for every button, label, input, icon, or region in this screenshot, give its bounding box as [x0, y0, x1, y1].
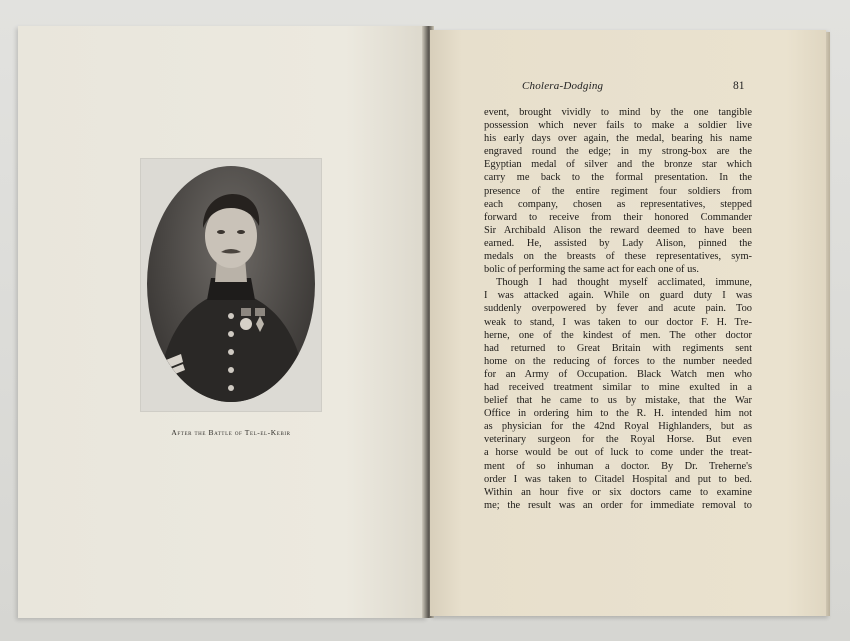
- text-line: I was attacked again. While on guard duty I was: [484, 290, 752, 302]
- text-line: earned. He, assisted by Lady Alison, pinned the: [484, 237, 752, 249]
- text-line: presence of the entire regiment four soldiers from: [484, 185, 752, 197]
- text-line: event, brought vividly to mind by the one tangible: [484, 107, 752, 118]
- text-line: for an Army of Occupation. Black Watch men who: [484, 368, 752, 380]
- text-line: suddenly overpowered by fever and acute pain. Too: [484, 303, 752, 315]
- text-line: Sir Archibald Alison the reward deemed to have been: [484, 224, 752, 236]
- soldier-portrait-image: [147, 166, 315, 402]
- text-line: bolic of performing the same act for each one of us.: [484, 264, 699, 276]
- paragraph: [484, 106, 752, 276]
- text-line: belief that he came to us by mistake, that the War: [484, 395, 752, 407]
- text-line: weak to stand, I was taken to our doctor F. H. Tre-: [484, 316, 752, 328]
- text-line: engraved round the edge; in my strong-box are the: [484, 146, 752, 158]
- text-line: me; the result was an order for immediate removal to: [484, 499, 752, 511]
- left-page: [18, 26, 428, 618]
- page-number: 81: [733, 80, 745, 92]
- text-line: order I was taken to Citadel Hospital and put to bed.: [484, 473, 752, 485]
- text-line: Office in ordering him to the R. H. intended him not: [484, 408, 752, 420]
- text-line: carry me back to the formal presentation. In the: [484, 172, 752, 184]
- portrait-oval: [147, 166, 315, 402]
- photo-caption: After the Battle of Tel-el-Kebir: [171, 428, 291, 437]
- paragraph: [484, 276, 752, 512]
- text-line: possession which never fails to make a soldier live: [484, 120, 752, 132]
- text-line: herne, one of the kindest of men. The other doctor: [484, 329, 752, 341]
- text-line: ment of so inhuman a doctor. By Dr. Treherne's: [484, 460, 752, 472]
- text-line: had returned to Great Britain with regiments sent: [484, 342, 752, 354]
- text-line: forward to receive from their honored Commander: [484, 211, 752, 223]
- running-head: Cholera-Dodging: [522, 80, 604, 92]
- text-line: veterinary surgeon for the Royal Horse. But even: [484, 434, 752, 446]
- portrait-photo: [140, 158, 322, 412]
- text-line: Though I had thought myself acclimated, immune,: [496, 277, 752, 289]
- text-line: as physician for the 42nd Royal Highlanders, but as: [484, 421, 752, 433]
- text-line: each company, chosen as representatives, stepped: [484, 198, 752, 210]
- text-line: medals on the breasts of these representatives, sym-: [484, 251, 752, 263]
- text-line: Within an hour five or six doctors came to examine: [484, 486, 752, 498]
- text-line: Egyptian medal of silver and the bronze star which: [484, 159, 752, 171]
- text-line: a horse would be out of luck to come under the treat-: [484, 447, 752, 459]
- text-line: his early days over again, the medal, bearing his name: [484, 133, 752, 145]
- body-text: [484, 106, 752, 512]
- text-line: had received treatment similar to mine exulted in a: [484, 381, 752, 393]
- text-line: home on the reducing of forces to the number needed: [484, 355, 752, 367]
